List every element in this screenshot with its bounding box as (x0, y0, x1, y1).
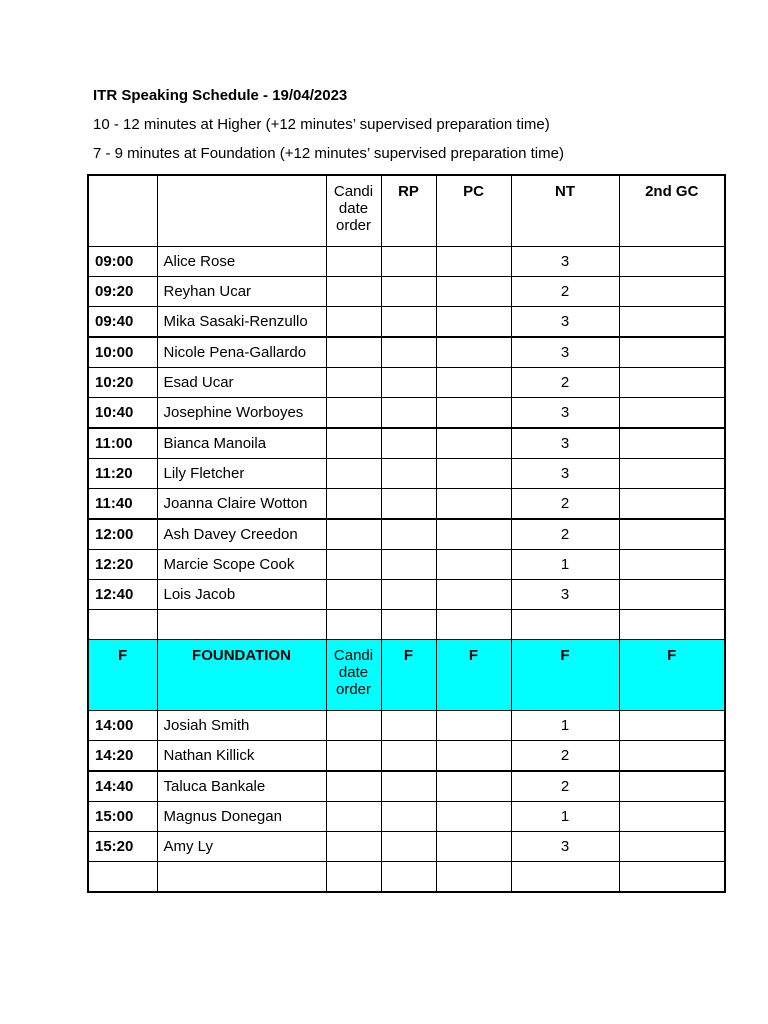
header-nt: NT (511, 175, 619, 247)
empty-cell (511, 610, 619, 640)
candidate-order-cell (326, 550, 381, 580)
schedule-row (88, 368, 725, 398)
header-pc: PC (436, 175, 511, 247)
candidate-name: Amy Ly (157, 832, 326, 862)
candidate-name: Joanna Claire Wotton (157, 489, 326, 520)
empty-cell (381, 610, 436, 640)
nt-cell: 2 (511, 519, 619, 550)
gc-cell (619, 337, 725, 368)
nt-cell: 1 (511, 802, 619, 832)
candidate-order-cell (326, 398, 381, 429)
rp-cell (381, 771, 436, 802)
rp-cell (381, 832, 436, 862)
pc-cell (436, 459, 511, 489)
slot-time: 09:40 (88, 307, 157, 338)
schedule-row (88, 711, 725, 741)
pc-cell (436, 832, 511, 862)
rp-cell (381, 277, 436, 307)
empty-cell (619, 862, 725, 893)
gc-cell (619, 489, 725, 520)
schedule-row (88, 337, 725, 368)
gc-cell (619, 711, 725, 741)
schedule-row (88, 580, 725, 610)
candidate-order-cell (326, 277, 381, 307)
pc-cell (436, 307, 511, 338)
nt-cell: 3 (511, 580, 619, 610)
foundation-header-row (88, 640, 725, 711)
pc-cell (436, 550, 511, 580)
candidate-order-cell (326, 307, 381, 338)
slot-time: 14:40 (88, 771, 157, 802)
candidate-order-cell (326, 247, 381, 277)
slot-time: 11:40 (88, 489, 157, 520)
nt-cell: 2 (511, 277, 619, 307)
candidate-order-cell (326, 337, 381, 368)
foundation-gc: F (619, 640, 725, 711)
candidate-name: Bianca Manoila (157, 428, 326, 459)
schedule-row (88, 832, 725, 862)
header-blank-name (157, 175, 326, 247)
pc-cell (436, 247, 511, 277)
candidate-order-cell (326, 428, 381, 459)
candidate-name: Reyhan Ucar (157, 277, 326, 307)
pc-cell (436, 771, 511, 802)
nt-cell: 2 (511, 489, 619, 520)
rp-cell (381, 247, 436, 277)
candidate-name: Esad Ucar (157, 368, 326, 398)
schedule-title: ITR Speaking Schedule - 19/04/2023 (93, 87, 348, 104)
gc-cell (619, 307, 725, 338)
pc-cell (436, 741, 511, 772)
candidate-order-cell (326, 802, 381, 832)
gc-cell (619, 428, 725, 459)
gc-cell (619, 741, 725, 772)
candidate-order-cell (326, 489, 381, 520)
empty-cell (436, 610, 511, 640)
candidate-order-cell (326, 519, 381, 550)
schedule-table (87, 174, 726, 893)
foundation-label: FOUNDATION (157, 640, 326, 711)
candidate-order-cell (326, 459, 381, 489)
rp-cell (381, 741, 436, 772)
candidate-name: Ash Davey Creedon (157, 519, 326, 550)
candidate-order-cell (326, 368, 381, 398)
rp-cell (381, 428, 436, 459)
nt-cell: 3 (511, 459, 619, 489)
candidate-name: Mika Sasaki-Renzullo (157, 307, 326, 338)
foundation-pc: F (436, 640, 511, 711)
nt-cell: 2 (511, 368, 619, 398)
rp-cell (381, 459, 436, 489)
candidate-name: Lois Jacob (157, 580, 326, 610)
gc-cell (619, 277, 725, 307)
schedule-row (88, 550, 725, 580)
candidate-order-cell (326, 741, 381, 772)
candidate-name: Josephine Worboyes (157, 398, 326, 429)
nt-cell: 1 (511, 550, 619, 580)
slot-time: 10:00 (88, 337, 157, 368)
header-rp: RP (381, 175, 436, 247)
nt-cell: 3 (511, 398, 619, 429)
foundation-candidate-order (326, 640, 381, 711)
slot-time: 09:20 (88, 277, 157, 307)
pc-cell (436, 519, 511, 550)
candidate-order-cell (326, 832, 381, 862)
schedule-row (88, 428, 725, 459)
empty-cell (511, 862, 619, 893)
slot-time: 14:20 (88, 741, 157, 772)
candidate-order-cell (326, 711, 381, 741)
candidate-name: Nicole Pena-Gallardo (157, 337, 326, 368)
candidate-name: Josiah Smith (157, 711, 326, 741)
slot-time: 11:20 (88, 459, 157, 489)
slot-time: 15:00 (88, 802, 157, 832)
empty-cell (88, 862, 157, 893)
gc-cell (619, 580, 725, 610)
schedule-row (88, 247, 725, 277)
header-blank-time (88, 175, 157, 247)
header-2nd-gc: 2nd GC (619, 175, 725, 247)
schedule-row (88, 771, 725, 802)
pc-cell (436, 711, 511, 741)
pc-cell (436, 368, 511, 398)
empty-cell (436, 862, 511, 893)
candidate-name: Magnus Donegan (157, 802, 326, 832)
nt-cell: 2 (511, 741, 619, 772)
rp-cell (381, 711, 436, 741)
schedule-row (88, 398, 725, 429)
slot-time: 12:00 (88, 519, 157, 550)
empty-cell (157, 862, 326, 893)
pc-cell (436, 337, 511, 368)
slot-time: 09:00 (88, 247, 157, 277)
nt-cell: 3 (511, 428, 619, 459)
pc-cell (436, 428, 511, 459)
empty-cell (326, 862, 381, 893)
gc-cell (619, 459, 725, 489)
candidate-order-label: Candi date order (333, 183, 374, 234)
schedule-row (88, 459, 725, 489)
gc-cell (619, 550, 725, 580)
pc-cell (436, 580, 511, 610)
slot-time: 11:00 (88, 428, 157, 459)
slot-time: 10:20 (88, 368, 157, 398)
nt-cell: 3 (511, 337, 619, 368)
gc-cell (619, 368, 725, 398)
slot-time: 12:40 (88, 580, 157, 610)
gc-cell (619, 771, 725, 802)
gc-cell (619, 519, 725, 550)
rp-cell (381, 337, 436, 368)
schedule-row (88, 277, 725, 307)
schedule-row (88, 802, 725, 832)
blank-row (88, 610, 725, 640)
rp-cell (381, 307, 436, 338)
rp-cell (381, 519, 436, 550)
foundation-rp: F (381, 640, 436, 711)
header-candidate-order (326, 175, 381, 247)
schedule-row (88, 519, 725, 550)
slot-time: 15:20 (88, 832, 157, 862)
candidate-name: Lily Fletcher (157, 459, 326, 489)
pc-cell (436, 398, 511, 429)
foundation-nt: F (511, 640, 619, 711)
schedule-row (88, 307, 725, 338)
rp-cell (381, 368, 436, 398)
slot-time: 12:20 (88, 550, 157, 580)
nt-cell: 3 (511, 307, 619, 338)
rp-cell (381, 398, 436, 429)
pc-cell (436, 277, 511, 307)
empty-cell (381, 862, 436, 893)
candidate-name: Alice Rose (157, 247, 326, 277)
pc-cell (436, 489, 511, 520)
empty-cell (326, 610, 381, 640)
nt-cell: 2 (511, 771, 619, 802)
rp-cell (381, 550, 436, 580)
higher-duration-note: 10 - 12 minutes at Higher (+12 minutes’ supervised preparation time) (93, 116, 550, 133)
gc-cell (619, 247, 725, 277)
rp-cell (381, 580, 436, 610)
empty-cell (619, 610, 725, 640)
nt-cell: 3 (511, 247, 619, 277)
candidate-order-cell (326, 771, 381, 802)
nt-cell: 3 (511, 832, 619, 862)
candidate-name: Taluca Bankale (157, 771, 326, 802)
gc-cell (619, 802, 725, 832)
schedule-row (88, 741, 725, 772)
gc-cell (619, 832, 725, 862)
empty-cell (88, 610, 157, 640)
candidate-name: Marcie Scope Cook (157, 550, 326, 580)
higher-header-row (88, 175, 725, 247)
schedule-row (88, 489, 725, 520)
candidate-order-label: Candi date order (333, 647, 374, 698)
candidate-order-cell (326, 580, 381, 610)
empty-cell (157, 610, 326, 640)
rp-cell (381, 489, 436, 520)
gc-cell (619, 398, 725, 429)
blank-row (88, 862, 725, 893)
pc-cell (436, 802, 511, 832)
foundation-col-f: F (88, 640, 157, 711)
foundation-duration-note: 7 - 9 minutes at Foundation (+12 minutes’ supervised preparation time) (93, 145, 564, 162)
nt-cell: 1 (511, 711, 619, 741)
slot-time: 14:00 (88, 711, 157, 741)
slot-time: 10:40 (88, 398, 157, 429)
rp-cell (381, 802, 436, 832)
candidate-name: Nathan Killick (157, 741, 326, 772)
